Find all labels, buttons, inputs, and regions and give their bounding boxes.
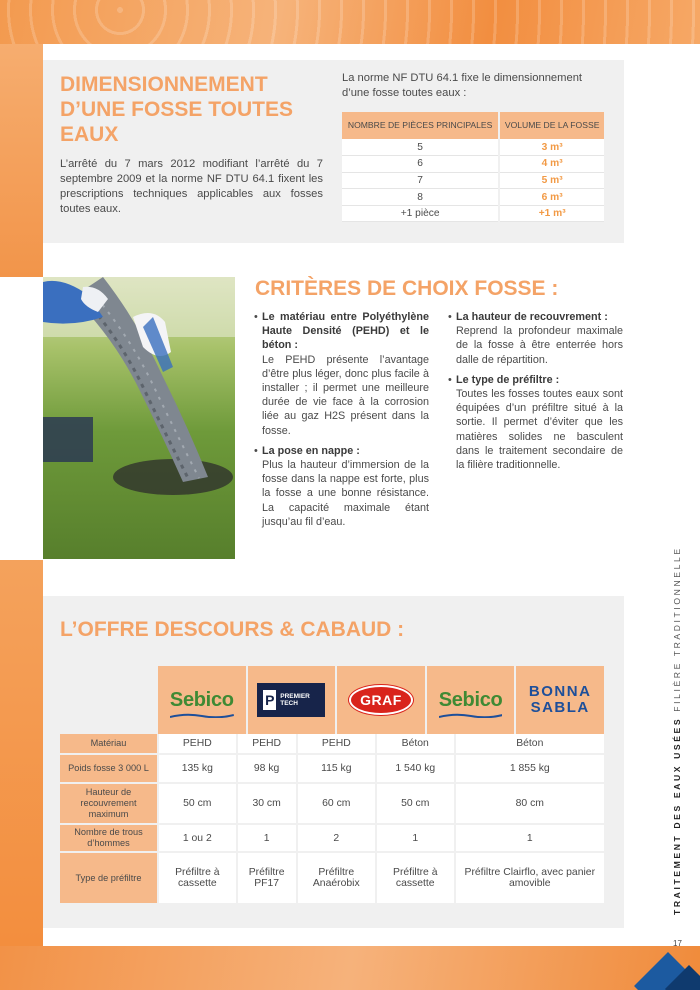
table-cell: 30 cm bbox=[237, 783, 297, 824]
brand-cell bbox=[158, 666, 248, 734]
table-cell: 1 855 kg bbox=[455, 754, 604, 783]
premier-tech-logo: P PREMIER TECH bbox=[257, 683, 325, 717]
table-cell: Préfiltre Anaérobix bbox=[297, 852, 376, 904]
critere-heading: Le type de préfiltre : bbox=[456, 373, 560, 386]
table-row bbox=[342, 189, 604, 206]
table-row bbox=[342, 172, 604, 189]
table-cell: 98 kg bbox=[237, 754, 297, 783]
volume-cell: 4 m³ bbox=[499, 156, 604, 173]
criteres-column-left bbox=[254, 310, 429, 535]
volume-cell: 5 m³ bbox=[499, 172, 604, 189]
table-cell: 1 bbox=[237, 824, 297, 852]
side-running-title bbox=[672, 546, 682, 915]
brand-logo-row bbox=[158, 666, 604, 734]
criteres-title: CRITÈRES DE CHOIX FOSSE : bbox=[255, 277, 559, 300]
brand-cell bbox=[427, 666, 517, 734]
header-volume: VOLUME DE LA FOSSE bbox=[499, 112, 604, 139]
table-cell: PEHD bbox=[237, 734, 297, 754]
dimensionnement-text: L’arrêté du 7 mars 2012 modifiant l’arrêté du 7 septembre 2009 et la norme NF DTU 64.1 fixent les prescriptions techniques applicables aux fosses toutes eaux. bbox=[60, 158, 323, 215]
side-title-bold: TRAITEMENT DES EAUX USÉES bbox=[672, 716, 682, 915]
volume-cell: +1 m³ bbox=[499, 205, 604, 222]
header-pieces: NOMBRE DE PIÈCES PRINCIPALES bbox=[342, 112, 499, 139]
critere-item: • Le matériau entre Polyéthylène Haute Densité (PEHD) et le béton : Le PEHD présente l’avantage d’être plus léger, donc plus facile à installer ; il permet une meilleure durée de vie face à la corrosion liée au gaz H2S présent dans la fosse. bbox=[254, 311, 429, 437]
page-number: 17 bbox=[673, 939, 682, 948]
side-title-light: FILIÈRE TRADITIONNELLE bbox=[672, 546, 682, 712]
table-cell: 135 kg bbox=[158, 754, 237, 783]
table-cell: 1 540 kg bbox=[376, 754, 455, 783]
brand-cell bbox=[516, 666, 604, 734]
pieces-cell: 7 bbox=[342, 172, 499, 189]
top-water-band bbox=[0, 0, 700, 44]
graf-logo: GRAF bbox=[349, 685, 413, 715]
table-row bbox=[60, 734, 604, 754]
table-row bbox=[342, 139, 604, 156]
volume-cell: 3 m³ bbox=[499, 139, 604, 156]
table-cell: Préfiltre à cassette bbox=[158, 852, 237, 904]
table-cell: Béton bbox=[376, 734, 455, 754]
table-cell: Préfiltre Clairflo, avec panier amovible bbox=[455, 852, 604, 904]
critere-heading: La pose en nappe : bbox=[262, 444, 360, 457]
critere-heading: La hauteur de recouvrement : bbox=[456, 311, 608, 323]
table-cell: PEHD bbox=[158, 734, 237, 754]
row-label: Poids fosse 3 000 L bbox=[60, 754, 158, 783]
sebico-logo: Sebico bbox=[439, 689, 503, 712]
sebico-logo: Sebico bbox=[170, 689, 234, 712]
row-label: Hauteur de recouvrement maximum bbox=[60, 783, 158, 824]
fosse-installation-photo bbox=[43, 277, 235, 559]
table-cell: 50 cm bbox=[376, 783, 455, 824]
table-row bbox=[60, 783, 604, 824]
table-row bbox=[342, 205, 604, 222]
table-cell: 1 ou 2 bbox=[158, 824, 237, 852]
table-cell: 115 kg bbox=[297, 754, 376, 783]
row-label: Type de préfiltre bbox=[60, 852, 158, 904]
dimensionnement-title: DIMENSIONNEMENT D’UNE FOSSE TOUTES EAUX bbox=[60, 73, 293, 146]
critere-item: • La pose en nappe : Plus la hauteur d’immersion de la fosse dans la nappe est forte, plus la fosse a une bonne résistance. La capacité maximale étant jusqu’au fil d’eau. bbox=[254, 444, 429, 528]
critere-text: Toutes les fosses toutes eaux sont équipées d’un préfiltre situé à la sortie. Il permet d’éviter que les matières solides ne basculent dans le traitement secondaire de la filière traditionnelle. bbox=[456, 388, 623, 472]
volume-cell: 6 m³ bbox=[499, 189, 604, 206]
table-row bbox=[60, 754, 604, 783]
norme-text: La norme NF DTU 64.1 fixe le dimensionnement d’une fosse toutes eaux : bbox=[342, 72, 583, 99]
critere-text: Plus la hauteur d’immersion de la fosse dans la nappe est forte, plus la fosse a une bonne résistance. La capacité maximale étant jusqu’au fil d’eau. bbox=[262, 459, 429, 528]
table-cell: PEHD bbox=[297, 734, 376, 754]
bottom-water-band bbox=[0, 946, 700, 990]
table-row bbox=[60, 824, 604, 852]
left-water-band bbox=[0, 44, 43, 277]
pieces-cell: 8 bbox=[342, 189, 499, 206]
offre-title: L’OFFRE DESCOURS & CABAUD : bbox=[60, 618, 405, 641]
critere-heading: Le matériau entre Polyéthylène Haute Densité (PEHD) et le béton : bbox=[262, 311, 429, 352]
table-row bbox=[342, 156, 604, 173]
dimension-table bbox=[342, 112, 604, 222]
table-cell: 80 cm bbox=[455, 783, 604, 824]
table-cell: Béton bbox=[455, 734, 604, 754]
left-water-band-lower bbox=[0, 560, 43, 946]
photo-illustration bbox=[43, 277, 235, 559]
criteres-column-right bbox=[448, 310, 623, 478]
critere-item: • Le type de préfiltre : Toutes les fosses toutes eaux sont équipées d’un préfiltre situé à la sortie. Il permet d’éviter que les matières solides ne basculent dans le traitement secondaire de la filière traditionnelle. bbox=[448, 373, 623, 472]
bonna-sabla-logo: BONNA SABLA bbox=[528, 683, 592, 716]
critere-item: • La hauteur de recouvrement : Reprend la profondeur maximale de la fosse à être enterrée hors dalle de répartition. bbox=[448, 311, 623, 366]
critere-text: Le PEHD présente l’avantage d’être plus léger, donc plus facile à installer ; il permet une meilleure durée de vie face à la corrosion liée au gaz H2S présent dans la fosse. bbox=[262, 353, 429, 437]
table-row bbox=[60, 852, 604, 904]
table-cell: Préfiltre à cassette bbox=[376, 852, 455, 904]
critere-text: Reprend la profondeur maximale de la fosse à être enterrée hors dalle de répartition. bbox=[456, 325, 623, 366]
row-label: Nombre de trous d’hommes bbox=[60, 824, 158, 852]
offre-table bbox=[60, 734, 604, 905]
brand-cell bbox=[337, 666, 427, 734]
table-cell: 2 bbox=[297, 824, 376, 852]
table-cell: Préfiltre PF17 bbox=[237, 852, 297, 904]
row-label: Matériau bbox=[60, 734, 158, 754]
pieces-cell: +1 pièce bbox=[342, 205, 499, 222]
table-cell: 60 cm bbox=[297, 783, 376, 824]
pieces-cell: 5 bbox=[342, 139, 499, 156]
pieces-cell: 6 bbox=[342, 156, 499, 173]
table-cell: 1 bbox=[455, 824, 604, 852]
brand-cell bbox=[248, 666, 338, 734]
table-cell: 1 bbox=[376, 824, 455, 852]
table-cell: 50 cm bbox=[158, 783, 237, 824]
